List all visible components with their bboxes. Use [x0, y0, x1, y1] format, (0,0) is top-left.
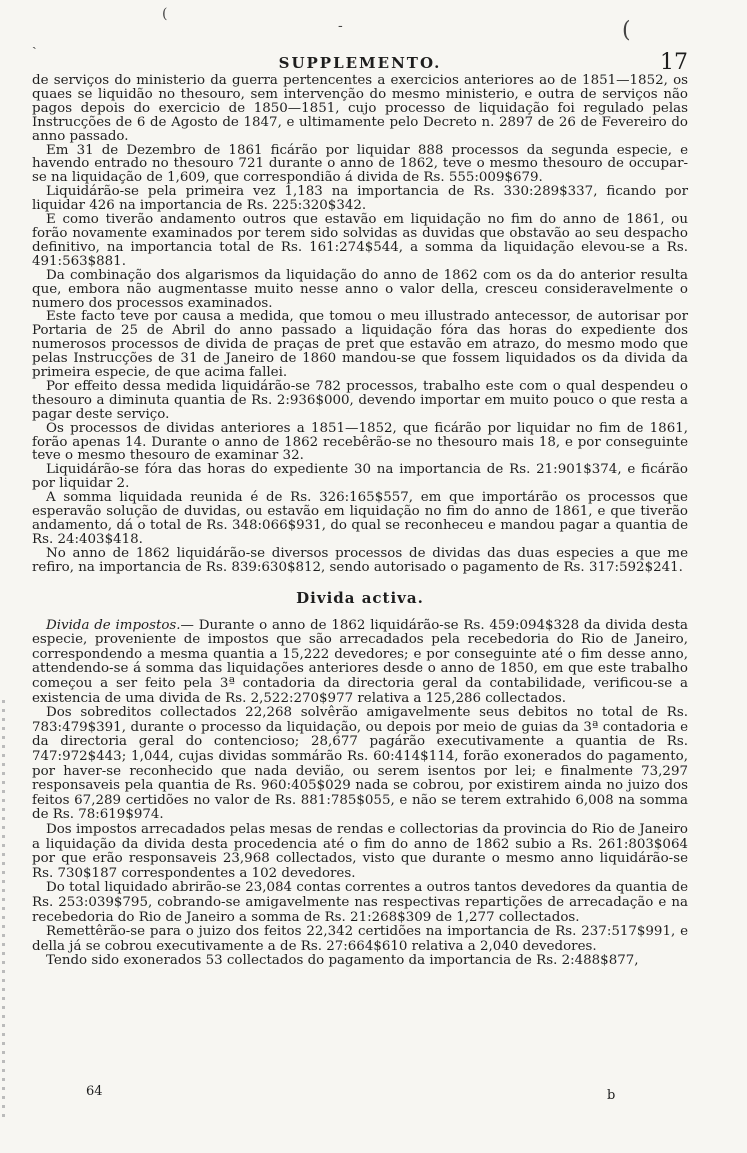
- body-text: [32, 74, 688, 575]
- page-header: [32, 50, 688, 75]
- paragraph: No anno de 1862 liquidárão-se diversos processos de dividas das duas especies a que me refiro, na importancia de Rs. 839:630$812, sendo autorisado o pagamento de Rs. 317:592$241.: [32, 545, 688, 575]
- paragraph: Liquidárão-se pela primeira vez 1,183 na importancia de Rs. 330:289$337, ficando por liquidar 426 na importancia de Rs. 225:320$342.: [32, 184, 688, 214]
- lead-heading: Divida de impostos.: [46, 617, 181, 633]
- paragraph: Remettêrão-se para o juizo dos feitos 22,342 certidões na importancia de Rs. 237:517$991, e della já se cobrou executivamente a de Rs. 27:664$610 relativa a 2,040 devedores.: [32, 924, 688, 954]
- paragraph: Este facto teve por causa a medida, que tomou o meu illustrado antecessor, de autorisar por Portaria de 25 de Abril do anno passado a liquidação fóra das horas do expediente dos numerosos processos de divida de praças de pret que estavão em atrazo, do mesmo modo que pelas Instrucções de 31 de Janeiro de 1860 mandou-se que fossem liquidados os da divida da primeira especie, de que acima fallei.: [32, 309, 688, 381]
- paragraph: de serviços do ministerio da guerra pertencentes a exercicios anteriores ao de 1851—1852, os quaes se liquidão no thesouro, sem intervenção do mesmo ministerio, e outra de serviços não pagos depois do exercicio de 1850—1851, cujo processo de liquidação foi regulado pelas Instrucções de 6 de Agosto de 1847, e ultimamente pelo Decreto n. 2897 de 26 de Fevereiro do anno passado.: [32, 73, 688, 144]
- page-number: 17: [660, 50, 688, 75]
- signature-number: 64: [86, 1084, 103, 1099]
- paragraph: Da combinação dos algarismos da liquidação do anno de 1862 com os da do anterior resulta que, embora não augmentasse muito nesse anno o valor della, cresceu consideravelmente o numero dos processos examinados.: [32, 267, 688, 311]
- paragraph: Do total liquidado abrirão-se 23,084 contas correntes a outros tantos devedores da quantia de Rs. 253:039$795, cobrando-se amigavelmente nas respectivas repartições de arrecadação e na recebedoria do Rio de Janeiro a somma de Rs. 21:268$309 de 1,277 collectados.: [32, 880, 688, 925]
- scan-mark-top-center-dash: -: [338, 18, 343, 34]
- paragraph: Por effeito dessa medida liquidárão-se 782 processos, trabalho este com o qual despendeu o thesouro a diminuta quantia de Rs. 2:936$000, devendo importar em muito pouco o que resta a pagar deste serviço.: [32, 378, 688, 422]
- running-title: SUPPLEMENTO.: [278, 54, 442, 72]
- lead-text: — Durante o anno de 1862 liquidárão-se Rs. 459:094$328 da divida desta especie, proveniente de impostos que são arrecadados pela recebedoria do Rio de Janeiro, correspondendo a mesma quantia a 15,222 devedores; e por conseguinte até o fim desse anno, attendendo-se á somma das liquidações anteriores desde o anno de 1850, em que este trabalho começou a ser feito pela 3ª contadoria da directoria geral da contabilidade, verificou-se a existencia de uma divida de Rs. 2,522:270$977 relativa a 125,286 collectados.: [32, 617, 688, 706]
- binding-edge: [2, 700, 5, 1120]
- paragraph: Dos impostos arrecadados pelas mesas de rendas e collectorias da provincia do Rio de Janeiro a liquidação da divida desta procedencia até o fim do anno de 1862 subio a Rs. 261:803$064 por que erão responsaveis 23,968 collectados, visto que durante o mesmo anno liquidárão-se Rs. 730$187 correspondentes a 102 devedores.: [32, 821, 688, 881]
- scan-mark-top-center: (: [162, 6, 168, 22]
- paragraph: Os processos de dividas anteriores a 1851—1852, que ficárão por liquidar no fim de 1861, forão apenas 14. Durante o anno de 1862 recebêrão-se no thesouro mais 18, e por conseguinte teve o mesmo thesouro de examinar 32.: [32, 420, 688, 464]
- paragraph: E como tiverão andamento outros que estavão em liquidação no fim do anno de 1861, ou forão novamente examinados por terem sido solvidas as duvidas que obstavão ao seu despacho definitivo, na importancia total de Rs. 161:274$544, a somma da liquidação elevou-se a Rs. 491:563$881.: [32, 212, 688, 269]
- paragraph: Tendo sido exonerados 53 collectados do pagamento da importancia de Rs. 2:488$877,: [46, 953, 639, 969]
- scan-mark-top-right: (: [622, 18, 631, 43]
- section-body: [32, 619, 688, 969]
- section-title: Divida activa.: [296, 588, 424, 607]
- paragraph: A somma liquidada reunida é de Rs. 326:165$557, em que importárão os processos que esperavão solução de duvidas, ou estavão em liquidação no fim do anno de 1861, e que tiverão andamento, dá o total de Rs. 348:066$931, do qual se reconheceu e mandou pagar a quantia de Rs. 24:403$418.: [32, 490, 688, 547]
- scan-mark-top-left: ˎ: [32, 34, 37, 50]
- paragraph-lead: [32, 619, 688, 707]
- document-page: [32, 50, 688, 969]
- signature-letter: b: [607, 1088, 616, 1103]
- paragraph: Liquidárão-se fóra das horas do expediente 30 na importancia de Rs. 21:901$374, e ficárão por liquidar 2.: [32, 462, 688, 492]
- paragraph: Em 31 de Dezembro de 1861 ficárão por liquidar 888 processos da segunda especie, e havendo entrado no thesouro 721 durante o anno de 1862, teve o mesmo thesouro de occupar-se na liquidação de 1,609, que correspondião á divida de Rs. 555:009$679.: [32, 142, 688, 186]
- paragraph: Dos sobreditos collectados 22,268 solvêrão amigavelmente seus debitos no total de Rs. 783:479$391, durante o processo da liquidação, ou depois por meio de guias da 3ª contadoria e da directoria geral do contencioso; 28,677 pagárão executivamente a quantia de Rs. 747:972$443; 1,044, cujas dividas sommárão Rs. 60:414$114, forão exonerados do pagamento, por haver-se reconhecido que nada devião, ou serem isentos por lei; e finalmente 73,297 responsaveis pela quantia de Rs. 960:405$029 nada se cobrou, por existirem ainda no juizo dos feitos 67,289 certidões no valor de Rs. 881:785$055, e não se terem extrahido 6,008 na somma de Rs. 78:619$974.: [32, 705, 688, 823]
